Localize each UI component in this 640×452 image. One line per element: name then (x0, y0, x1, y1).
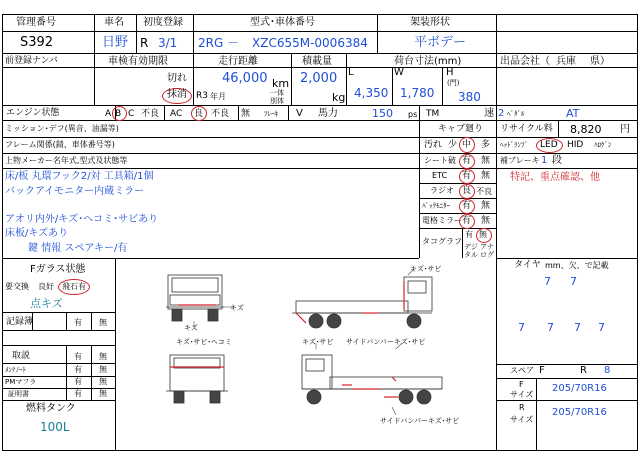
mirror-nashi: 無 (481, 216, 491, 226)
equip-label: 上物メーカー名年式,型式及状態等 (5, 156, 128, 165)
dealer-suffix: 県） (590, 56, 610, 67)
hp-value: 150 (372, 107, 393, 120)
record-label: 記録簿 (6, 317, 34, 327)
maker-label: 車名 (104, 17, 124, 28)
speed-num: 2 (498, 108, 505, 119)
year-prefix: R3 (196, 91, 208, 101)
dirt-many: 多 (481, 140, 491, 150)
ac-label: AC (170, 109, 183, 119)
dim-l-label: L (348, 67, 354, 78)
cert-nashi: 無 (99, 389, 107, 398)
front-size-label: サイズ (510, 390, 534, 399)
fuel-value: 100L (40, 420, 70, 434)
tire-rear-2: 7 (547, 321, 554, 334)
tire-label: タイヤ (514, 260, 541, 270)
aux-brake-unit: 段 (552, 155, 562, 166)
back-monitor-ari: 有 (462, 201, 472, 211)
tacho-analog: アナ ログ (480, 243, 494, 259)
radio-bad: 不良 (476, 187, 492, 196)
ac-good: 良 (194, 109, 204, 119)
etc-ari: 有 (462, 171, 472, 181)
special-notes: 特記、重点確認、他 (510, 172, 600, 183)
tire-rear-4: 7 (598, 321, 605, 334)
recycle-label: リサイクル料 (500, 124, 553, 134)
tire-front-left: 7 (544, 275, 551, 288)
mirror-ari: 有 (462, 216, 472, 226)
dim-l-value: 4,350 (354, 86, 389, 100)
front-view-top (166, 275, 224, 321)
glass-good: 良好 (38, 282, 54, 291)
back-monitor-label: ﾊﾞｯｸﾓﾆﾀｰ (422, 202, 450, 210)
diagram-note-1: キズ･サビ (410, 265, 442, 273)
brake-value: V (296, 108, 303, 119)
mgmt-no: S392 (20, 35, 54, 50)
spare-f: F (539, 365, 545, 376)
mgmt-no-label: 管理番号 (16, 17, 56, 28)
side-view-bottom (302, 355, 442, 404)
pm-nashi: 無 (99, 377, 107, 386)
dim-h-label: H (446, 67, 454, 78)
engine-label: エンジン状態 (6, 108, 60, 118)
manual-label: 取説 (12, 351, 31, 361)
mission-label: ミッション･デフ(異音、油漏等) (5, 124, 119, 133)
rear-view (166, 355, 228, 403)
tire-note: mm、欠、で記載 (545, 261, 609, 270)
prev-plate-label: 前登録ナンバ (5, 56, 58, 66)
speed-label: 速 (484, 108, 494, 119)
tacho-label: タコグラフ (422, 237, 462, 246)
brake-label: ﾌﾚｰｷ (264, 110, 278, 118)
equip-line-2: バックアイモニター内蔵ミラー (5, 186, 145, 197)
diagram-note-2: キズ (184, 324, 198, 332)
dealer-label: 出品会社 (500, 56, 540, 67)
at-label: AT (566, 107, 580, 120)
rear-size-label: サイズ (510, 415, 534, 424)
seat-nashi: 無 (481, 156, 491, 166)
cert-label: 証明書 (8, 390, 29, 398)
diagram-note-3: キズ･サビ･ヘコミ (176, 338, 232, 346)
era: R (140, 36, 149, 50)
mileage-label: 走行距離 (218, 56, 258, 67)
dealer-pref: 兵庫 (556, 56, 576, 67)
capacity-value: 2,000 (300, 71, 338, 86)
keys-line: 鍵 情報 スペアキー/有 (28, 243, 128, 254)
record-ari: 有 (74, 318, 82, 327)
tacho-nashi: 無 (479, 230, 487, 239)
model-label: 型式･車体番号 (250, 17, 315, 28)
dim-h-value: 380 (458, 90, 481, 104)
record-nashi: 無 (99, 318, 107, 327)
headlamp-halogen: ﾊﾛｹﾞﾝ (594, 141, 612, 149)
dim-w-label: W (394, 67, 404, 78)
ac-none: 無 (241, 109, 251, 119)
dirt-label: 汚れ (424, 140, 443, 150)
cab-tilt-label: キャブ廻り (438, 124, 484, 134)
erased-label: 抹消 (167, 89, 187, 100)
dim-w-value: 1,780 (400, 86, 435, 100)
frame-label: フレーム関係(錆、車体番号等) (5, 140, 115, 149)
maker: 日野 (102, 35, 129, 50)
separate-label: 別体 (270, 97, 284, 105)
tire-rear-3: 7 (574, 321, 581, 334)
dim-h-note: (門) (447, 79, 460, 87)
dims-label: 荷台寸法(mm) (394, 56, 462, 67)
tacho-digital: デジ タル (464, 243, 478, 259)
reg-date: 3/1 (158, 36, 178, 50)
dirt-mid: 中 (462, 140, 472, 150)
mirror-label: 電格ミラー (422, 216, 462, 225)
body-type: 平ボデー (414, 35, 467, 50)
side-view-top (292, 277, 432, 328)
back-monitor-nashi: 無 (481, 201, 491, 211)
expired-label: 切れ (167, 73, 187, 84)
mente-nashi: 無 (99, 365, 107, 374)
tire-front-right: 7 (570, 275, 577, 288)
capacity-label: 積載量 (302, 56, 332, 67)
mente-label: ﾒﾝﾃﾉｰﾄ (5, 366, 26, 374)
hp-label: 馬力 (318, 108, 338, 119)
aux-brake-label: 補ブレーキ (500, 156, 540, 165)
model-code: 2RG － (198, 36, 240, 50)
inspection-label: 車検有効期限 (108, 56, 168, 67)
mente-ari: 有 (74, 365, 82, 374)
chassis-no: XZC655M-0006384 (252, 36, 368, 50)
rear-size-axle: R (519, 403, 525, 412)
dirt-few: 少 (448, 140, 458, 150)
grade-c: C (128, 109, 135, 119)
rear-tire-size: 205/70R16 (552, 407, 607, 418)
glass-label: Fガラス状態 (30, 264, 86, 275)
equip-line-1: 床/板 丸環フック2/対 工具箱/1個 (5, 171, 154, 182)
pm-label: PMマフラ (5, 378, 37, 386)
engine-bad: 不良 (141, 109, 160, 119)
diagram-note-6: サイドバンパーキズ･サビ (380, 417, 460, 425)
one-body-label: 一体 (270, 89, 284, 97)
mileage-unit: km (272, 77, 290, 90)
pm-ari: 有 (74, 377, 82, 386)
radio-good: 良 (462, 186, 472, 196)
aux-brake-value: 1 (541, 155, 548, 166)
radio-label: ラジオ (430, 186, 454, 195)
recycle-yen: 円 (620, 124, 630, 135)
equip-line-3: アオリ内外/キズ･ヘコミ･サビあり (5, 214, 159, 225)
grade-a: A (105, 109, 112, 119)
pedal-label: ﾍﾟﾀﾞﾙ (507, 110, 525, 118)
tm-label: TM (426, 109, 440, 119)
glass-replace: 要交換 (5, 282, 29, 291)
seat-label: シート破 (424, 156, 456, 165)
diagram-note-5: サイドバンパーキズ･サビ (346, 338, 426, 346)
headlamp-label: ﾍｯﾄﾞﾗﾝﾌﾟ (500, 141, 528, 149)
front-tire-size: 205/70R16 (552, 383, 607, 394)
seat-ari: 有 (462, 156, 472, 166)
manual-ari: 有 (74, 352, 82, 361)
spare-r: R (580, 365, 587, 376)
tire-rear-1: 7 (518, 321, 525, 334)
ac-bad: 不良 (211, 109, 230, 119)
recycle-value: 8,820 (570, 123, 602, 136)
glass-chip: 飛石有 (62, 282, 86, 291)
headlamp-led: LED (540, 140, 558, 150)
ps-unit: ps (408, 110, 418, 119)
mileage-value: 46,000 (222, 71, 268, 86)
dealer-prefix: （ (540, 56, 550, 67)
spare-value: 8 (604, 365, 611, 376)
diagram-note-4: キズ･サビ (302, 338, 334, 346)
glass-chip-note: 点キズ (30, 297, 63, 310)
manual-nashi: 無 (99, 352, 107, 361)
body-type-label: 架装形状 (410, 17, 450, 28)
front-size-axle: F (519, 380, 524, 389)
headlamp-hid: HID (567, 140, 584, 150)
fuel-label: 燃料タンク (26, 403, 76, 414)
first-reg-label: 初度登録 (143, 17, 183, 28)
grade-b: B (115, 109, 122, 119)
capacity-unit: kg (332, 91, 346, 104)
diagram-note-7: キズ (230, 304, 244, 312)
tacho-ari: 有 (465, 230, 473, 239)
etc-label: ETC (432, 171, 448, 180)
etc-nashi: 無 (481, 171, 491, 181)
year-month-label: 年月 (210, 92, 226, 101)
cert-ari: 有 (74, 389, 82, 398)
equip-line-4: 床板/キズあり (5, 228, 69, 239)
spare-label: スペア (510, 366, 534, 375)
